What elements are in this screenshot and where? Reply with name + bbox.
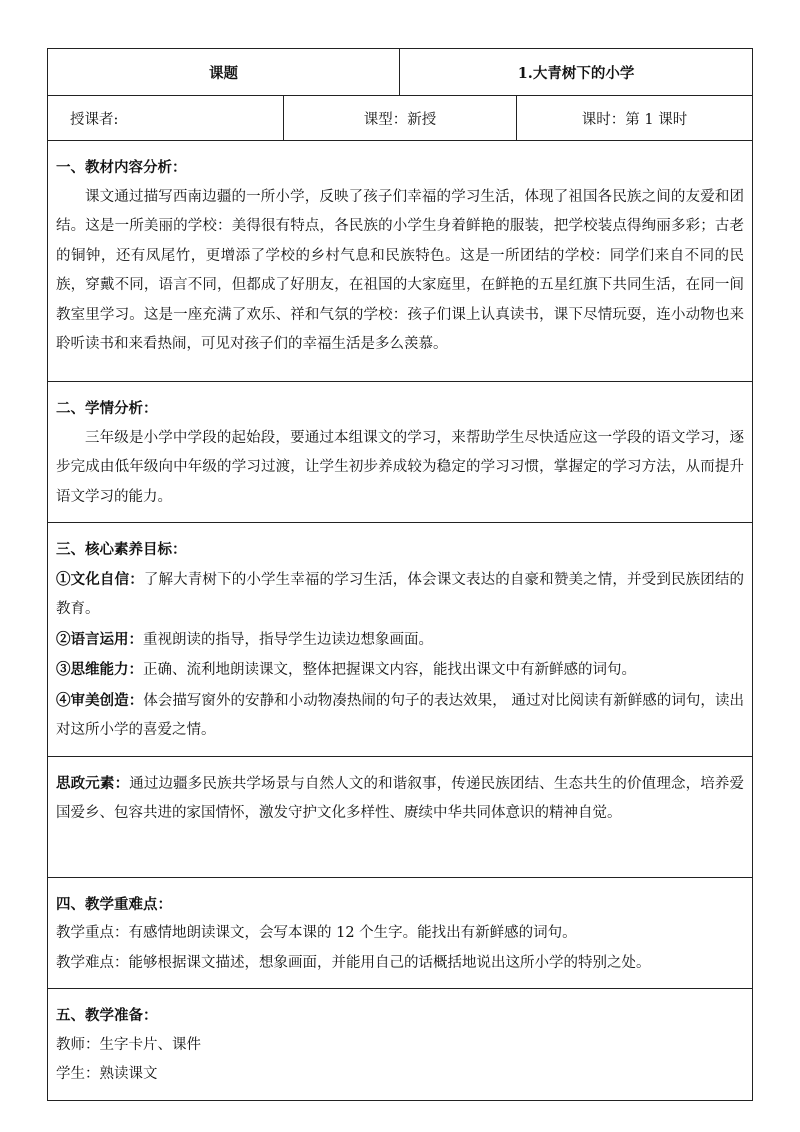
meta-row [48, 96, 753, 141]
goal-item [56, 625, 744, 656]
ideology-label: 思政元素： [56, 774, 130, 792]
goal-text: 重视朗读的指导，指导学生边读边想象画面。 [143, 631, 433, 648]
student-preparation: 学生：熟读课文 [56, 1066, 158, 1082]
ideology-paragraph [56, 769, 744, 829]
section-heading: 二、学情分析： [56, 400, 158, 417]
ideology-text: 通过边疆多民族共学场景与自然人文的和谐叙事，传递民族团结、生态共生的价值理念，培养爱国爱乡、包容共进的家国情怀，激发守护文化多样性、赓续中华共同体意识的精神自觉。 [56, 775, 745, 821]
topic-value: 1.大青树下的小学 [400, 49, 753, 96]
section-preparation [48, 989, 753, 1101]
section-body: 三年级是小学中学段的起始段，要通过本组课文的学习，来帮助学生尽快适应这一学段的语文学习，逐步完成由低年级向中年级的学习过渡，让学生初步养成较为稳定的学习习惯，掌握定的学习方法，从而提升语文学习的能力。 [56, 429, 745, 505]
goal-text: 正确、流利地朗读课文，整体把握课文内容，能找出课文中有新鲜感的词句。 [143, 662, 636, 678]
section-heading: 一、教材内容分析： [56, 159, 187, 176]
teacher-preparation: 教师：生字卡片、课件 [56, 1036, 201, 1053]
section-core-goals [48, 523, 753, 757]
goal-item [56, 565, 744, 625]
section-student-analysis [48, 382, 753, 523]
teacher-cell: 授课者: [48, 96, 284, 141]
period-cell: 课时：第 1 课时 [517, 96, 753, 141]
goal-item [56, 655, 744, 686]
section-heading: 五、教学准备： [56, 1007, 158, 1024]
lesson-plan-table [47, 48, 753, 1101]
goal-label: ④审美创造： [56, 691, 144, 709]
goal-item [56, 686, 744, 746]
lesson-type-cell: 课型：新授 [284, 96, 517, 141]
topic-label: 课题 [48, 49, 400, 96]
header-row [48, 49, 753, 96]
goal-text: 了解大青树下的小学生幸福的学习生活，体会课文表达的自豪和赞美之情，并受到民族团结的教育。 [56, 571, 745, 617]
goal-text: 体会描写窗外的安静和小动物凑热闹的句子的表达效果， 通过对比阅读有新鲜感的词句，读出对这所小学的喜爱之情。 [56, 692, 745, 738]
section-textbook-analysis [48, 141, 753, 382]
section-key-difficult-points [48, 877, 753, 989]
goal-label: ②语言运用： [56, 630, 143, 648]
section-heading: 四、教学重难点： [56, 895, 172, 913]
section-heading: 三、核心素养目标： [56, 541, 187, 558]
goal-label: ①文化自信： [56, 570, 144, 588]
goal-label: ③思维能力： [56, 661, 143, 678]
section-ideology [48, 756, 753, 877]
lesson-plan-document [47, 48, 752, 1101]
section-body: 课文通过描写西南边疆的一所小学，反映了孩子们幸福的学习生活，体现了祖国各民族之间的友爱和团结。这是一所美丽的学校：美得很有特点，各民族的小学生身着鲜艳的服装，把学校装点得绚丽多彩；古老的铜钟，还有凤尾竹，更增添了学校的乡村气息和民族特色。这是一所团结的学校：同学们来自不同的民族，穿戴不同，语言不同，但都成了好朋友，在祖国的大家庭里，在鲜艳的五星红旗下共同生活，在同一间教室里学习。这是一座充满了欢乐、祥和气氛的学校：孩子们课上认真读书，课下尽情玩耍，连小动物也来聆听读书和来看热闹，可见对孩子们的幸福生活是多么羡慕。 [56, 188, 745, 352]
key-point: 教学重点：有感情地朗读课文，会写本课的 12 个生字。能找出有新鲜感的词句。 [56, 925, 577, 941]
difficult-point: 教学难点：能够根据课文描述，想象画面，并能用自己的话概括地说出这所小学的特别之处。 [56, 954, 651, 971]
